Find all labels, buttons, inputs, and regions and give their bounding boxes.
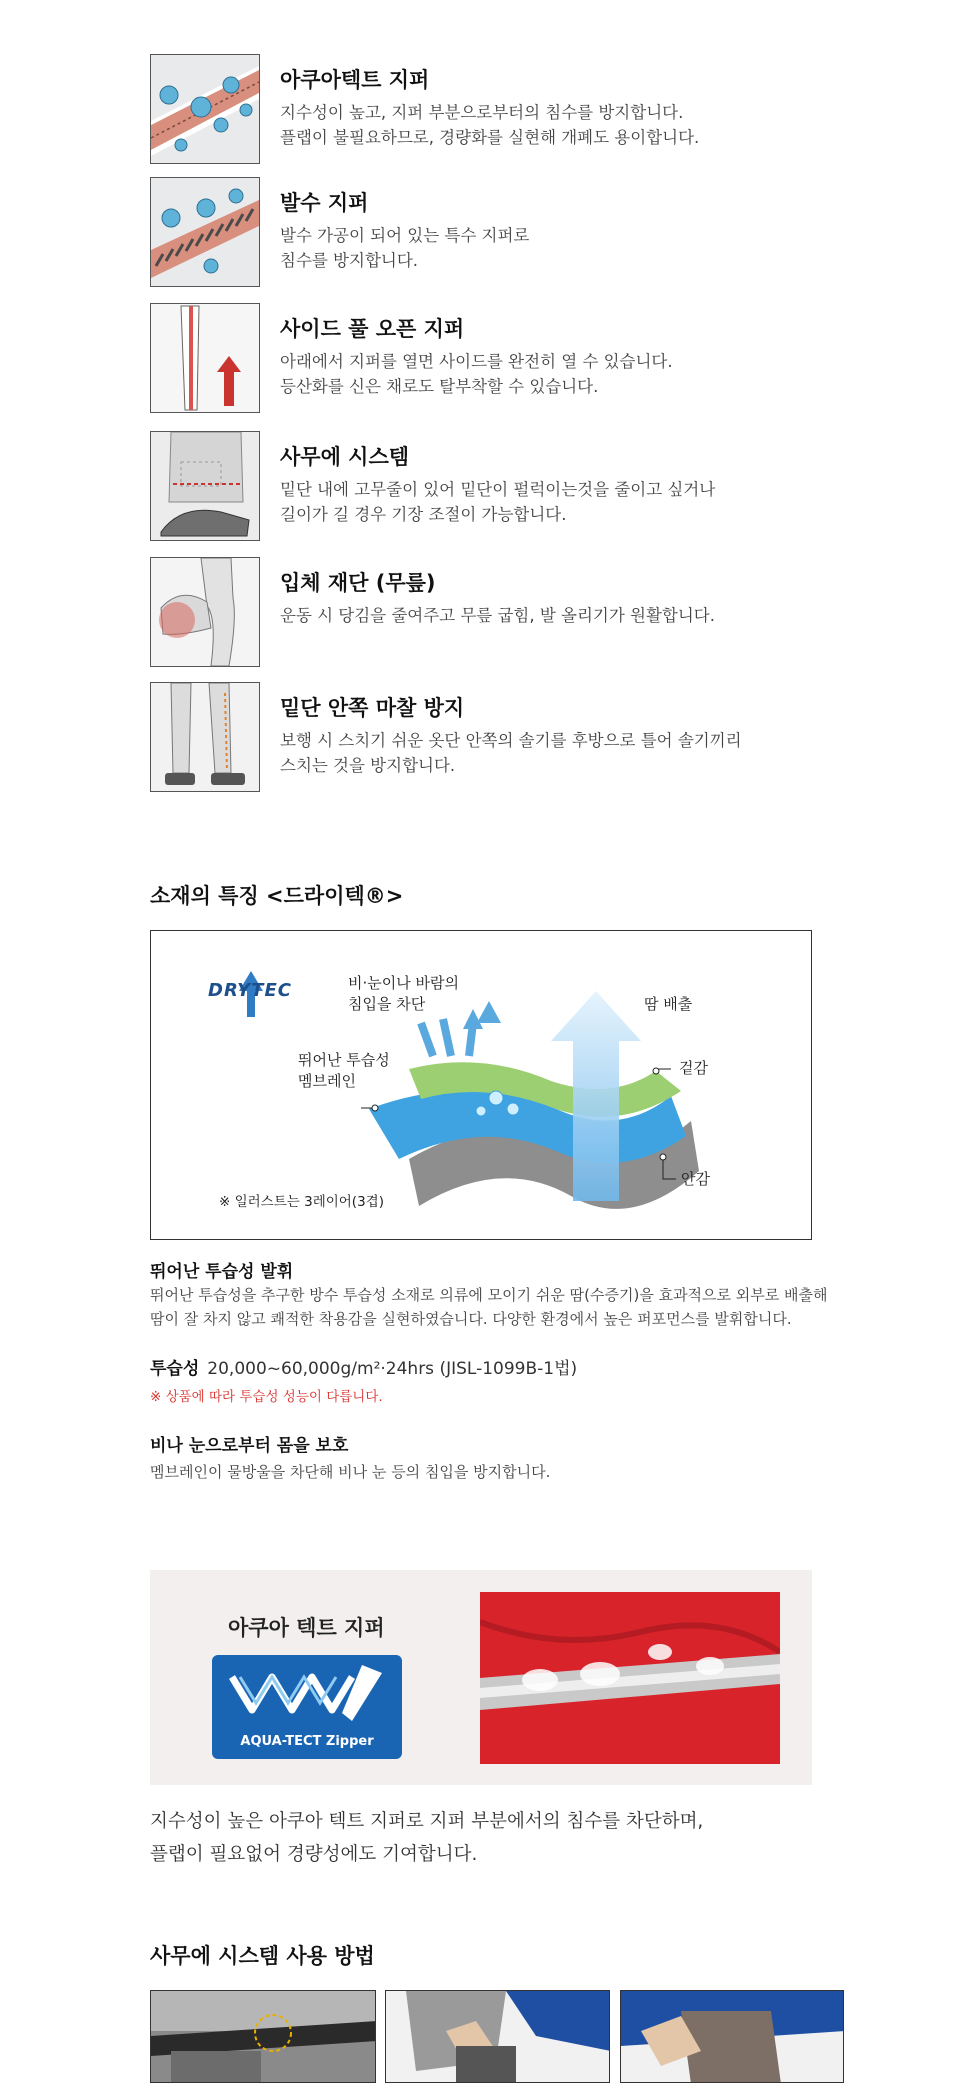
spec-note: ※ 상품에 따라 투습성 성능이 다릅니다. (150, 1389, 383, 1405)
spec-value: 20,000~60,000g/m²·24hrs (JISL-1099B-1법) (207, 1359, 578, 1379)
aquatect-logo-text: AQUA-TECT Zipper (240, 1734, 374, 1749)
aquatect-zipper-icon (150, 54, 260, 164)
feature-desc (280, 349, 673, 399)
knee-cut-icon (150, 557, 260, 667)
aquatect-logo (212, 1655, 402, 1759)
feature-desc-line: 지수성이 높고, 지퍼 부분으로부터의 침수를 방지합니다. (280, 103, 684, 122)
feature-desc (280, 477, 715, 527)
feature-desc (280, 100, 699, 150)
feature-item-side-open (150, 303, 790, 413)
feature-desc-line: 스치는 것을 방지합니다. (280, 756, 456, 775)
water-repellent-zipper-icon (150, 177, 260, 287)
diagram-footnote: ※ 일러스트는 3레이어(3겹) (219, 1194, 384, 1210)
feature-title: 입체 재단 (무릎) (280, 571, 436, 595)
aquatect-panel (150, 1570, 812, 1785)
samue-step-photo-3 (620, 1990, 844, 2083)
drytec-diagram (150, 930, 812, 1240)
feature-item-samue-system (150, 431, 790, 541)
feature-desc-line: 발수 가공이 되어 있는 특수 지퍼로 (280, 226, 530, 245)
feature-desc-line: 침수를 방지합니다. (280, 251, 419, 270)
feature-desc-line: 길이가 길 경우 기장 조절이 가능합니다. (280, 505, 567, 524)
feature-title: 발수 지퍼 (280, 191, 369, 215)
feature-item-aquatect (150, 54, 790, 164)
aquatect-zipper-photo (480, 1592, 780, 1764)
feature-desc (280, 223, 529, 273)
feature-title: 아쿠아텍트 지퍼 (280, 68, 430, 92)
side-open-zipper-icon (150, 303, 260, 413)
feature-desc (280, 603, 715, 628)
samue-step-photo-1 (150, 1990, 376, 2083)
feature-title: 사무에 시스템 (280, 445, 410, 469)
body-line: 뛰어난 투습성을 추구한 방수 투습성 소재로 의류에 모이기 쉬운 땀(수증기)을 효과적으로 외부로 배출해 (150, 1286, 828, 1304)
hem-cord-system-icon (150, 431, 260, 541)
aquatect-panel-title: 아쿠아 텍트 지퍼 (228, 1616, 385, 1640)
feature-desc-line: 플랩이 불필요하므로, 경량화를 실현해 개폐도 용이합니다. (280, 128, 700, 147)
feature-desc-line: 아래에서 지퍼를 열면 사이드를 완전히 열 수 있습니다. (280, 352, 673, 371)
breathability-text (150, 1283, 830, 1331)
diagram-label-line: 뛰어난 투습성 (298, 1051, 390, 1069)
samue-section-title: 사무에 시스템 사용 방법 (150, 1944, 375, 1968)
diagram-label-line: 침입을 차단 (348, 995, 426, 1013)
breathability-spec (150, 1354, 577, 1379)
aquatect-wave-icon (212, 1655, 402, 1735)
aquatect-caption (150, 1805, 703, 1871)
feature-title: 사이드 풀 오픈 지퍼 (280, 317, 465, 341)
breathability-title: 뛰어난 투습성 발휘 (150, 1262, 294, 1282)
diagram-label-block (348, 973, 459, 1015)
protect-text: 멤브레인이 물방울을 차단해 비나 눈 등의 침입을 방지합니다. (150, 1463, 551, 1481)
diagram-label-outer: 겉감 (679, 1059, 708, 1077)
feature-item-water-repellent (150, 177, 790, 287)
material-section-title: 소재의 특징 <드라이텍®> (150, 884, 404, 908)
caption-line: 지수성이 높은 아쿠아 텍트 지퍼로 지퍼 부분에서의 침수를 차단하며, (150, 1811, 704, 1832)
feature-title: 밑단 안쪽 마찰 방지 (280, 696, 465, 720)
body-line: 땀이 잘 차지 않고 쾌적한 착용감을 실현하였습니다. 다양한 환경에서 높은 퍼포먼스를 발휘합니다. (150, 1310, 792, 1328)
diagram-label-inner: 안감 (681, 1170, 710, 1188)
feature-desc-line: 운동 시 당김을 줄여주고 무릎 굽힘, 발 올리기가 원활합니다. (280, 606, 715, 625)
feature-desc-line: 등산화를 신은 채로도 탈부착할 수 있습니다. (280, 377, 599, 396)
spec-label: 투습성 (150, 1359, 200, 1379)
feature-desc-line: 밑단 내에 고무줄이 있어 밑단이 펄럭이는것을 줄이고 싶거나 (280, 480, 716, 499)
hem-friction-icon (150, 682, 260, 792)
feature-desc (280, 728, 742, 778)
protect-title: 비나 눈으로부터 몸을 보호 (150, 1436, 349, 1456)
feature-desc-line: 보행 시 스치기 쉬운 옷단 안쪽의 솔기를 후방으로 틀어 솔기끼리 (280, 731, 742, 750)
diagram-label-line: 비·눈이나 바람의 (348, 974, 459, 992)
diagram-label-line: 멤브레인 (298, 1072, 356, 1090)
diagram-label-sweat: 땀 배출 (644, 995, 693, 1013)
feature-item-knee-cut (150, 557, 790, 667)
caption-line: 플랩이 필요없어 경량성에도 기여합니다. (150, 1844, 478, 1865)
drytec-logo: DRYTEC (208, 980, 292, 1001)
samue-step-photo-2 (385, 1990, 610, 2083)
diagram-label-membrane (298, 1050, 390, 1092)
feature-item-hem-friction (150, 682, 790, 792)
